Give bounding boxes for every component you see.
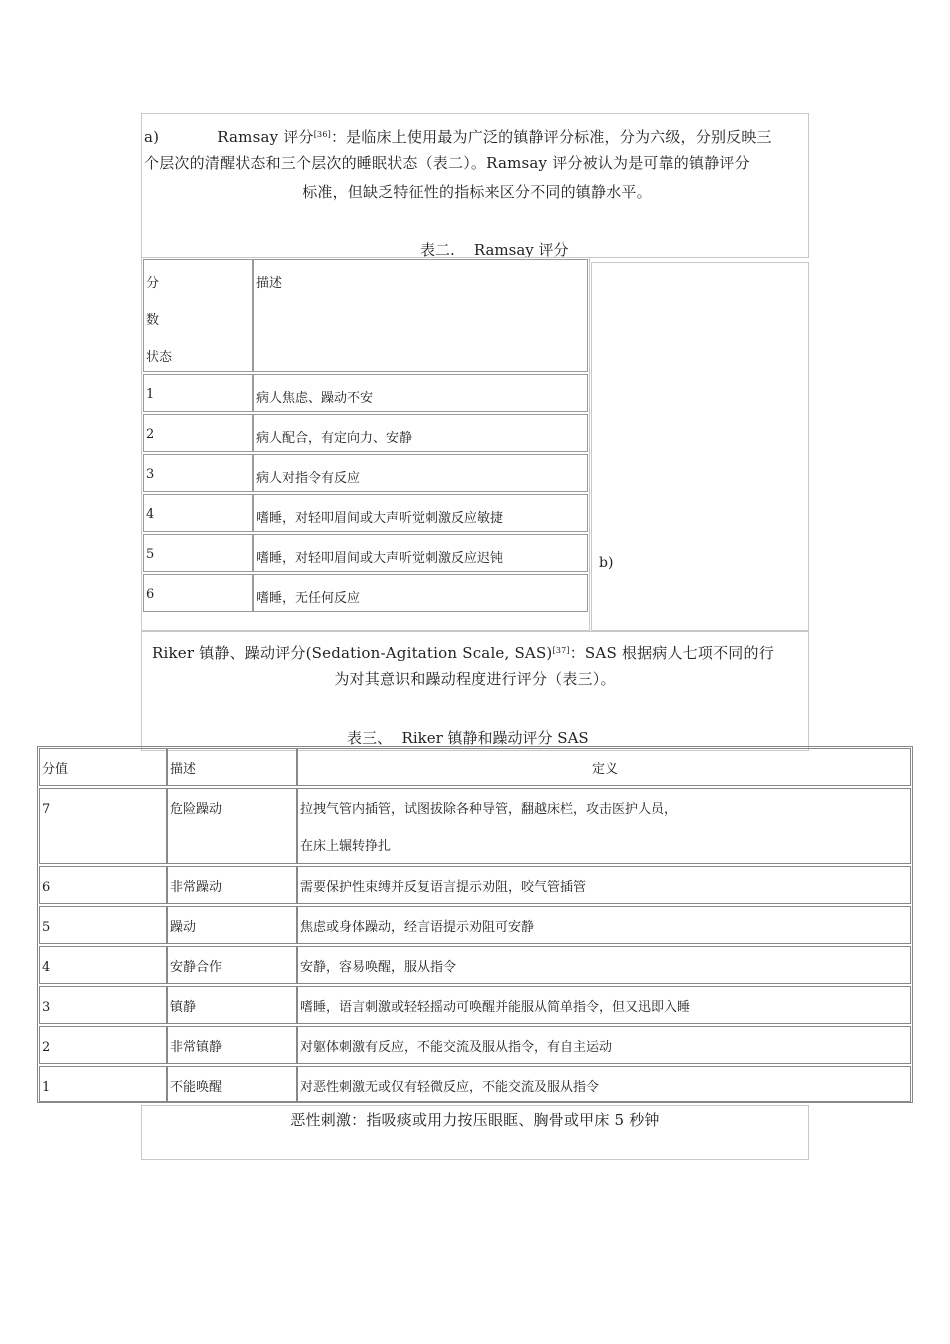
table3-caption: 表三、 Riker 镇静和躁动评分 SAS <box>347 729 589 747</box>
table3-row-3-desc: 镇静 <box>167 986 297 1024</box>
section-b-line-2: 为对其意识和躁动程度进行评分（表三）。 <box>334 670 616 688</box>
table2-header-desc-cell <box>253 259 588 372</box>
table3-row-5-score: 5 <box>39 906 167 944</box>
table3-row-7-score: 7 <box>39 788 167 864</box>
section-b-text-1a: Riker 镇静、躁动评分(Sedation-Agitation Scale, SAS) <box>152 644 553 662</box>
section-a-text-1: ：是临床上使用最为广泛的镇静评分标准，分为六级，分别反映三 <box>330 128 772 146</box>
table2-header-score-line: 数 <box>146 313 160 328</box>
section-b-line-1 <box>152 636 812 668</box>
section-b-marker: b) <box>599 555 614 571</box>
section-a-line-2: 个层次的清醒状态和三个层次的睡眠状态（表二）。Ramsay 评分被认为是可靠的镇静评分 <box>144 154 750 172</box>
table3-header-score: 分值 <box>39 748 167 786</box>
table3-row-7-def <box>297 788 911 864</box>
table3-row-2-score: 2 <box>39 1026 167 1064</box>
table3 <box>37 746 913 1103</box>
table2-header-score-cell <box>143 259 253 372</box>
table3-header-desc: 描述 <box>167 748 297 786</box>
table3-row-5-def: 焦虑或身体躁动，经言语提示劝阻可安静 <box>297 906 911 944</box>
table2-row-6-desc: 嗜睡，无任何反应 <box>253 574 588 612</box>
section-a-line-3: 标准，但缺乏特征性的指标来区分不同的镇静水平。 <box>302 183 652 201</box>
table3-row-6-score: 6 <box>39 866 167 904</box>
table2-row-4-desc: 嗜睡，对轻叩眉间或大声听觉刺激反应敏捷 <box>253 494 588 532</box>
footnote: 恶性刺激：指吸痰或用力按压眼眶、胸骨或甲床 5 秒钟 <box>290 1111 660 1129</box>
table2 <box>141 257 590 631</box>
table3-row-7-def-line-1: 拉拽气管内插管，试图拔除各种导管，翻越床栏，攻击医护人员， <box>300 802 678 817</box>
table2-row-5-desc: 嗜睡，对轻叩眉间或大声听觉刺激反应迟钝 <box>253 534 588 572</box>
table3-row-7-def-line-2: 在床上辗转挣扎 <box>300 839 392 854</box>
section-b-side-frame <box>591 262 809 631</box>
reference-36: [36] <box>313 130 331 139</box>
table2-row-6-score: 6 <box>143 574 253 612</box>
section-a-line-1 <box>144 120 810 152</box>
table2-row-2-desc: 病人配合，有定向力、安静 <box>253 414 588 452</box>
table3-row-2-def: 对躯体刺激有反应，不能交流及服从指令，有自主运动 <box>297 1026 911 1064</box>
table3-row-2-desc: 非常镇静 <box>167 1026 297 1064</box>
reference-37: [37] <box>552 646 570 655</box>
table3-row-4-def: 安静，容易唤醒，服从指令 <box>297 946 911 984</box>
table3-row-3-def: 嗜睡，语言刺激或轻轻摇动可唤醒并能服从简单指令，但又迅即入睡 <box>297 986 911 1024</box>
table3-row-5-desc: 躁动 <box>167 906 297 944</box>
section-b-text-1b: ：SAS 根据病人七项不同的行 <box>569 644 774 662</box>
table3-row-3-score: 3 <box>39 986 167 1024</box>
table3-row-4-score: 4 <box>39 946 167 984</box>
table2-row-5-score: 5 <box>143 534 253 572</box>
table3-row-6-def: 需要保护性束缚并反复语言提示劝阻，咬气管插管 <box>297 866 911 904</box>
table2-row-3-score: 3 <box>143 454 253 492</box>
table3-row-1-desc: 不能唤醒 <box>167 1066 297 1102</box>
table2-caption: 表二. Ramsay 评分 <box>420 241 569 259</box>
table2-header-score-line: 状态 <box>146 350 173 365</box>
table3-header-def: 定义 <box>297 748 911 786</box>
table3-row-6-desc: 非常躁动 <box>167 866 297 904</box>
table3-row-1-score: 1 <box>39 1066 167 1102</box>
table3-row-4-desc: 安静合作 <box>167 946 297 984</box>
section-a-marker: a) <box>144 128 160 146</box>
table2-row-2-score: 2 <box>143 414 253 452</box>
table2-header-desc: 描述 <box>256 276 283 291</box>
table3-row-7-desc: 危险躁动 <box>167 788 297 864</box>
table2-header-score-line: 分 <box>146 276 160 291</box>
table2-row-4-score: 4 <box>143 494 253 532</box>
table3-row-1-def: 对恶性刺激无或仅有轻微反应，不能交流及服从指令 <box>297 1066 911 1102</box>
table2-row-3-desc: 病人对指令有反应 <box>253 454 588 492</box>
table2-row-1-score: 1 <box>143 374 253 412</box>
table2-row-1-desc: 病人焦虑、躁动不安 <box>253 374 588 412</box>
ramsay-term: Ramsay 评分 <box>217 128 314 146</box>
